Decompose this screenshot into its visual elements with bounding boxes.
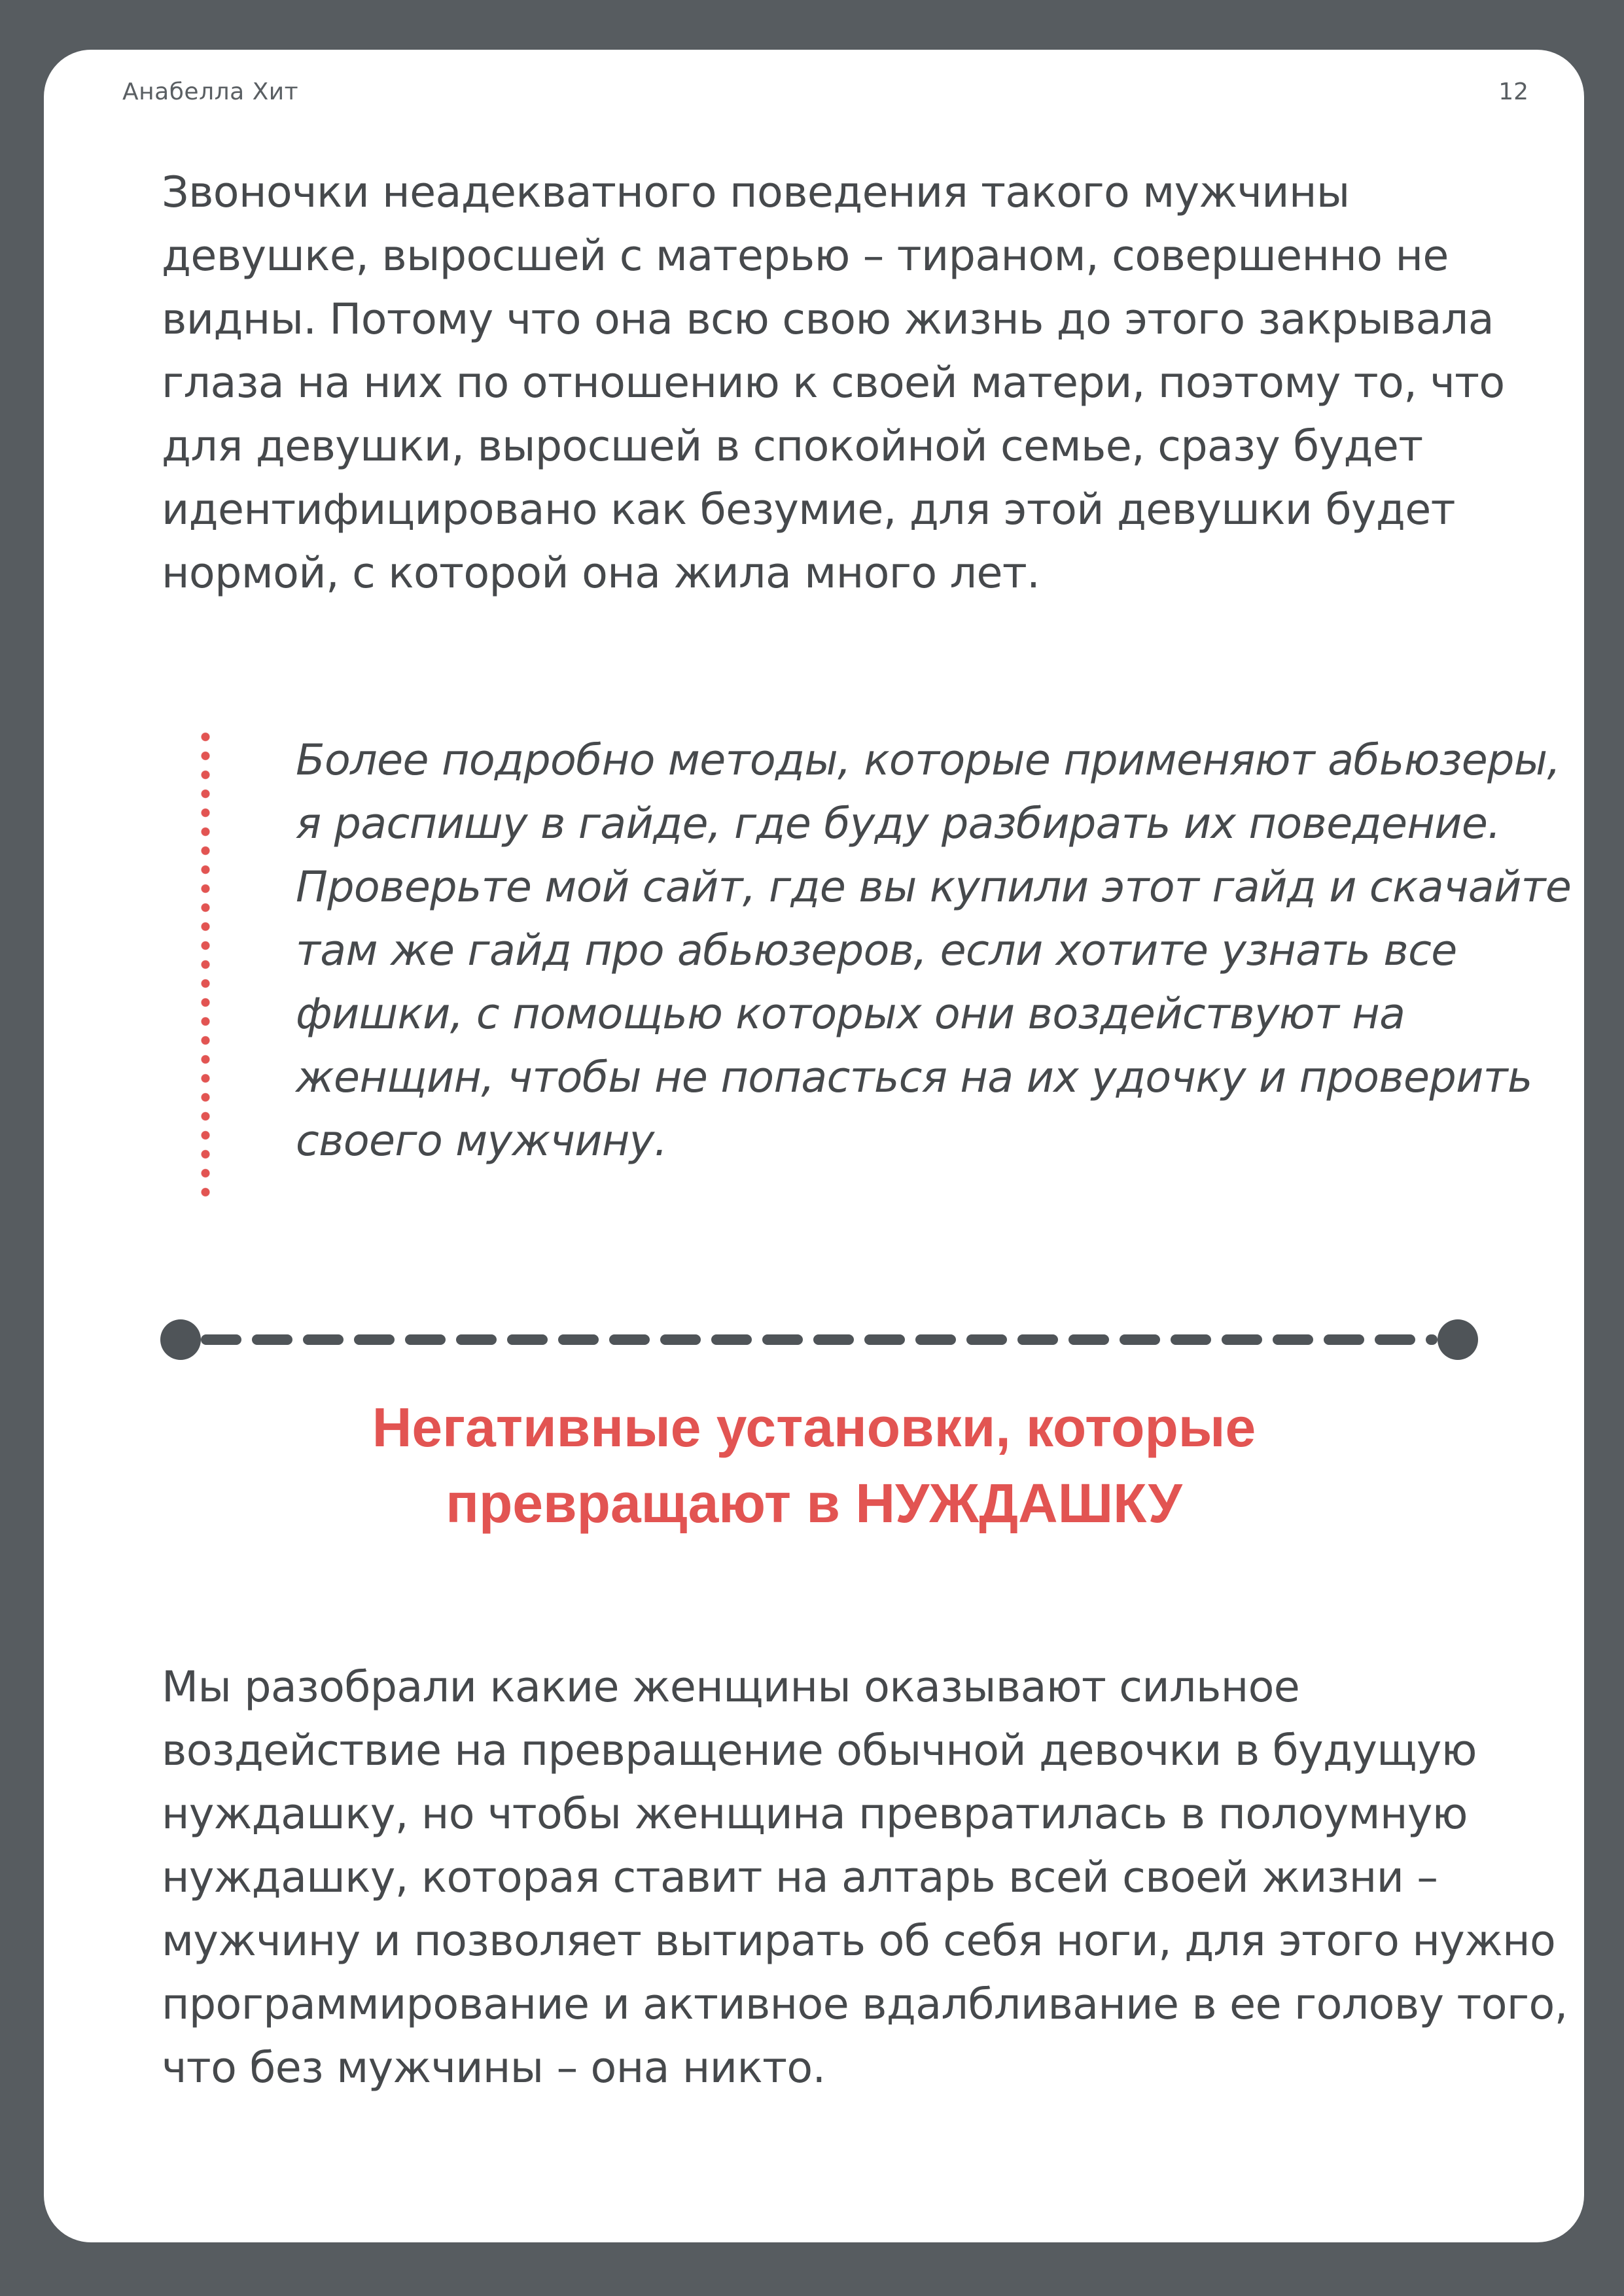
divider-right-dot <box>1438 1319 1478 1360</box>
divider-left-dot <box>160 1319 201 1360</box>
document-page <box>44 50 1584 2242</box>
quote-dotted-rail <box>200 727 211 1201</box>
section-heading-line-1: Негативные установки, которые <box>372 1397 1256 1458</box>
section-heading <box>44 1389 1584 1541</box>
body-paragraph-2: Мы разобрали какие женщины оказывают сильное воздействие на превращение обычной девочки в будущую нуждашку, но чтобы женщина превратилась в полоумную нуждашку, которая ставит на алтарь всей своей жизни – мужчину и позволяет вытирать об себя ноги, для этого нужно программирование и активное вдалбливание в ее голову того, что без мужчины – она никто. <box>162 1663 1568 2093</box>
callout-quote: Более подробно методы, которые применяют абьюзеры, я распишу в гайде, где буду разбирать их поведение. Проверьте мой сайт, где вы купили этот гайд и скачайте там же гайд про абьюзеров, если хотите узнать все фишки, с помощью которых они воздействуют на женщин, чтобы не попасться на их удочку и проверить своего мужчину. <box>296 736 1572 1166</box>
running-header-author: Анабелла Хит <box>122 78 299 105</box>
body-paragraph: Звоночки неадекватного поведения такого мужчины девушке, выросшей с матерью – тираном, совершенно не видны. Потому что она всю свою жизнь до этого закрывала глаза на них по отношению к своей матери, поэтому то, что для девушки, выросшей в спокойной семье, сразу будет идентифицировано как безумие, для этой девушки будет нормой, с которой она жила много лет. <box>162 168 1505 598</box>
section-heading-line-2: превращают в НУЖДАШКУ <box>446 1472 1182 1534</box>
page-number: 12 <box>1498 78 1528 105</box>
section-divider <box>160 1317 1478 1363</box>
